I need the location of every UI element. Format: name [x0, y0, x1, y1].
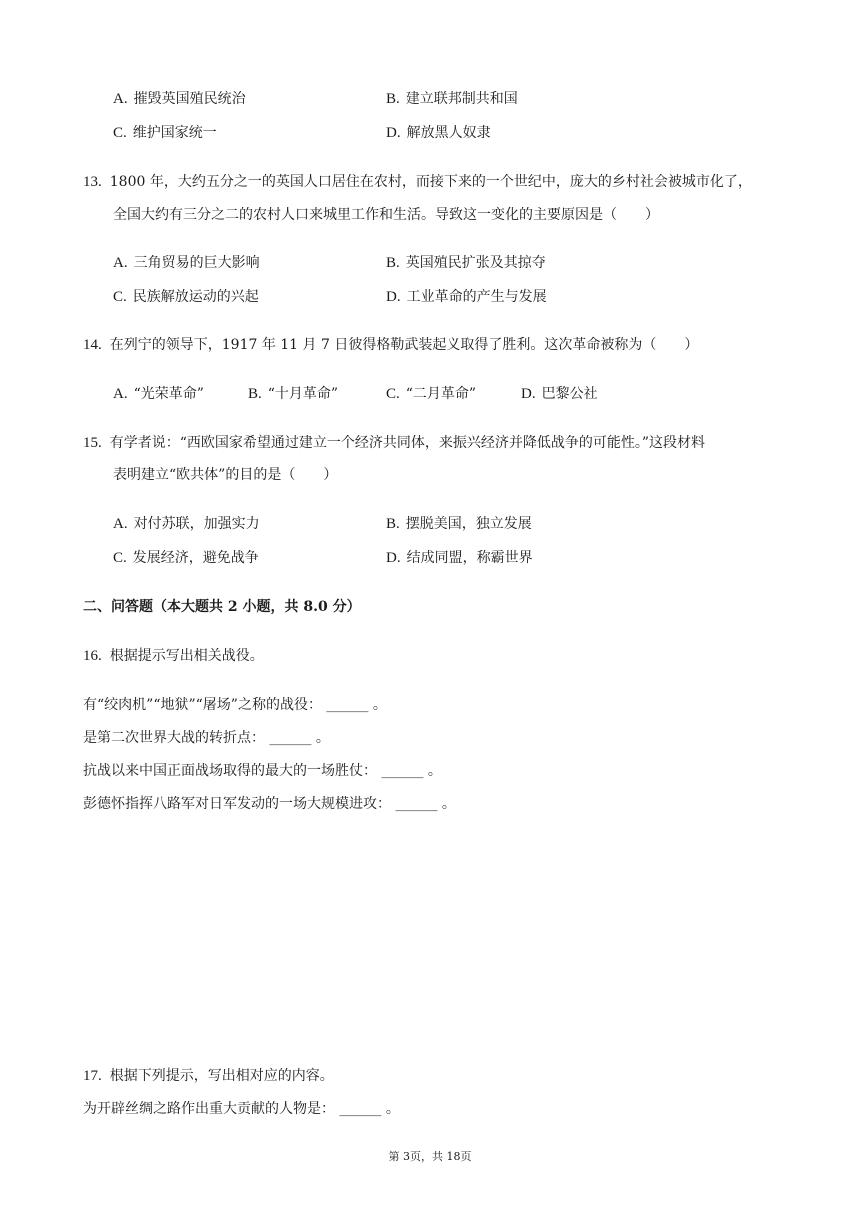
option-letter: C. — [386, 386, 400, 402]
q16-item-2: 是第二次世界大战的转折点： ______ 。 — [83, 730, 330, 746]
question-text: 在列宁的领导下，1917 年 11 月 7 日彼得格勒武装起义取得了胜利。这次革命被称为（ ） — [109, 337, 699, 353]
option-text: 巴黎公社 — [541, 386, 598, 402]
q15-option-c — [113, 549, 259, 567]
option-text: 解放黑人奴隶 — [406, 125, 491, 141]
option-letter: C. — [113, 125, 127, 141]
q14-stem-line1 — [83, 336, 698, 354]
option-letter: A. — [113, 91, 128, 107]
question-text: 1800 年，大约五分之一的英国人口居住在农村，而接下来的一个世纪中，庞大的乡村社会被城市化了， — [109, 174, 752, 190]
option-text: “光荣革命” — [133, 386, 204, 402]
option-text: 建立联邦制共和国 — [405, 91, 518, 107]
option-text: 结成同盟，称霸世界 — [406, 550, 533, 566]
option-text: 维护国家统一 — [132, 125, 217, 141]
q15-stem-line2: 表明建立“欧共体”的目的是（ ） — [113, 467, 338, 483]
q13-option-b — [386, 254, 546, 272]
q15-stem-line1 — [83, 434, 705, 452]
q17-stem — [83, 1067, 334, 1085]
q14-option-b — [248, 385, 338, 403]
q15-option-d — [386, 549, 533, 567]
option-letter: A. — [113, 516, 128, 532]
option-letter: A. — [113, 255, 128, 271]
option-text: 工业革命的产生与发展 — [406, 289, 547, 305]
option-letter: B. — [386, 255, 400, 271]
page-number: 第 3页，共 18页 — [388, 1150, 472, 1163]
q13-stem-line1 — [83, 173, 752, 191]
q14-option-a — [113, 385, 204, 403]
question-number: 16. — [83, 648, 102, 664]
q15-option-a — [113, 515, 260, 533]
q13-option-a — [113, 254, 260, 272]
question-text: 根据下列提示，写出相对应的内容。 — [109, 1068, 334, 1084]
option-text: 对付苏联，加强实力 — [133, 516, 260, 532]
q12-option-b — [386, 90, 518, 108]
q16-item-1: 有“绞肉机”“地狱”“屠场”之称的战役： ______ 。 — [83, 697, 387, 713]
option-letter: B. — [248, 386, 262, 402]
option-letter: B. — [386, 516, 400, 532]
q16-stem — [83, 647, 264, 665]
question-text: 根据提示写出相关战役。 — [109, 648, 264, 664]
q16-item-3: 抗战以来中国正面战场取得的最大的一场胜仗： ______ 。 — [83, 763, 442, 779]
option-text: 英国殖民扩张及其掠夺 — [405, 255, 546, 271]
option-text: 摆脱美国，独立发展 — [405, 516, 532, 532]
question-text: 有学者说：“西欧国家希望通过建立一个经济共同体，来振兴经济并降低战争的可能性。”这段材料 — [109, 435, 706, 451]
q13-option-c — [113, 288, 259, 306]
section-heading: 二、问答题（本大题共 2 小题，共 8.0 分） — [83, 599, 361, 615]
option-letter: C. — [113, 289, 127, 305]
question-number: 14. — [83, 337, 102, 353]
option-text: “十月革命” — [267, 386, 339, 402]
option-text: “二月革命” — [405, 386, 477, 402]
q13-stem-line2: 全国大约有三分之二的农村人口来城里工作和生活。导致这一变化的主要原因是（ ） — [113, 207, 659, 223]
option-text: 三角贸易的巨大影响 — [133, 255, 260, 271]
option-letter: D. — [386, 289, 401, 305]
option-letter: A. — [113, 386, 128, 402]
question-number: 15. — [83, 435, 102, 451]
option-letter: D. — [386, 550, 401, 566]
option-text: 摧毁英国殖民统治 — [133, 91, 246, 107]
q14-option-d — [521, 385, 598, 403]
question-number: 17. — [83, 1068, 102, 1084]
q16-item-4: 彭德怀指挥八路军对日军发动的一场大规模进攻： ______ 。 — [83, 796, 456, 812]
option-letter: C. — [113, 550, 127, 566]
q13-option-d — [386, 288, 547, 306]
option-text: 民族解放运动的兴起 — [132, 289, 259, 305]
q14-option-c — [386, 385, 476, 403]
q15-option-b — [386, 515, 532, 533]
q12-option-a — [113, 90, 246, 108]
option-letter: D. — [521, 386, 536, 402]
q12-option-d — [386, 124, 491, 142]
q12-option-c — [113, 124, 217, 142]
option-letter: D. — [386, 125, 401, 141]
option-text: 发展经济，避免战争 — [132, 550, 259, 566]
question-number: 13. — [83, 174, 102, 190]
q17-item-1: 为开辟丝绸之路作出重大贡献的人物是： ______ 。 — [83, 1101, 400, 1117]
option-letter: B. — [386, 91, 400, 107]
